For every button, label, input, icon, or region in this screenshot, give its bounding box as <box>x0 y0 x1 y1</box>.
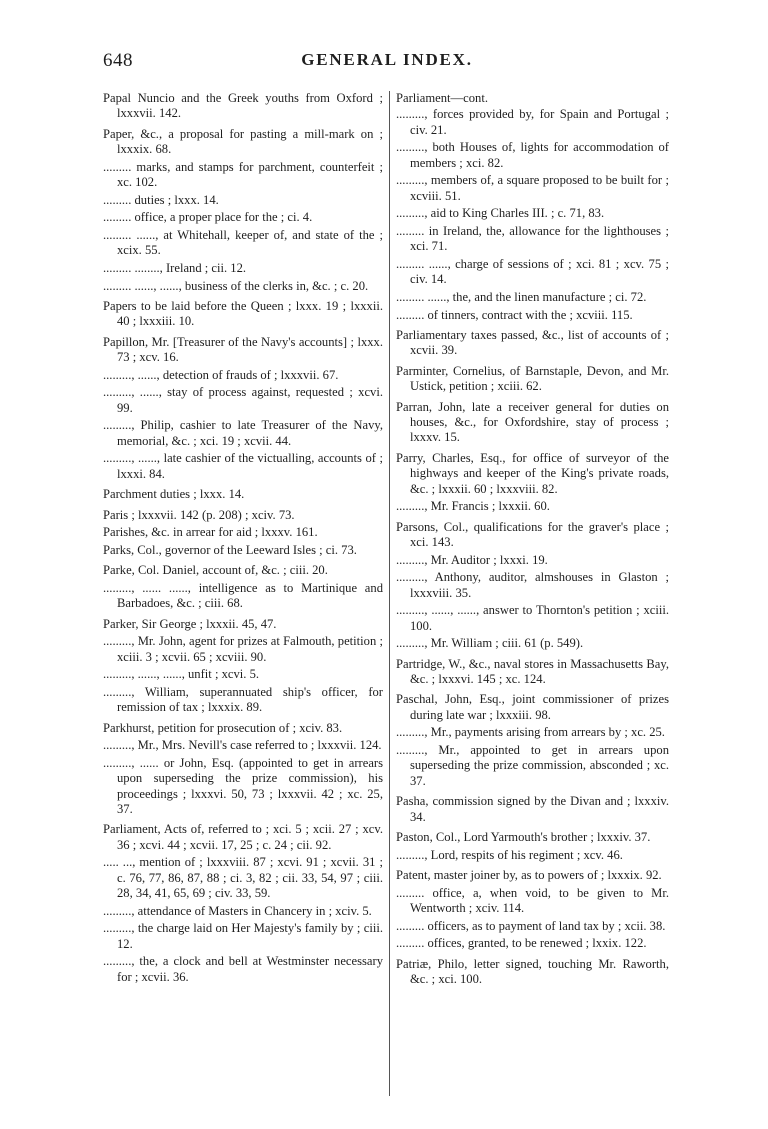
index-entry: Parke, Col. Daniel, account of, &c. ; ciii. 20. <box>103 563 328 578</box>
index-entry: ......... duties ; lxxx. 14. <box>103 192 219 207</box>
page-header <box>103 50 671 74</box>
index-entry: Papillon, Mr. [Treasurer of the Navy's accounts] ; lxxx. 73 ; xcv. 16. <box>103 334 383 365</box>
index-entry: ........., ......, late cashier of the victualling, accounts of ; lxxxi. 84. <box>103 451 383 481</box>
index-entry: ......... office, a proper place for the ; ci. 4. <box>103 210 313 225</box>
index-entry: Patent, master joiner by, as to powers of ; lxxxix. 92. <box>396 868 662 883</box>
index-entry: ........., William, superannuated ship's officer, for remission of tax ; lxxxix. 89. <box>103 684 383 715</box>
continuation-heading: Parliament—cont. <box>396 91 488 105</box>
index-entry: ........., Mr., Mrs. Nevill's case referred to ; lxxxvii. 124. <box>103 738 382 753</box>
index-entry: Papers to be laid before the Queen ; lxxx. 19 ; lxxxii. 40 ; lxxxiii. 10. <box>103 299 383 329</box>
index-entry: ........., ...... ......, intelligence as to Martinique and Barbadoes, &c. ; ciii. 68. <box>103 580 383 611</box>
index-entry: ........., Mr. Francis ; lxxxii. 60. <box>396 499 550 514</box>
index-entry: Parry, Charles, Esq., for office of surveyor of the highways and keeper of the King's private roads, &c. ; lxxxii. 60 ; lxxxviii. 82. <box>396 450 669 496</box>
index-entry: ........., attendance of Masters in Chancery in ; xciv. 5. <box>103 903 372 918</box>
index-entry: ........., ...... or John, Esq. (appointed to get in arrears upon superseding the prize commission), his proceedings ; lxxxvi. 50, 73 ; lxxxvii. 42 ; xc. 25, 37. <box>103 755 383 817</box>
index-entry: Parminter, Cornelius, of Barnstaple, Devon, and Mr. Ustick, petition ; xciii. 62. <box>396 363 669 394</box>
index-entry: ........., forces provided by, for Spain and Portugal ; civ. 21. <box>396 107 669 137</box>
index-entry: ........., both Houses of, lights for accommodation of members ; xci. 82. <box>396 140 669 170</box>
index-entry: ........., ......, ......, answer to Thornton's petition ; xciii. 100. <box>396 603 669 633</box>
index-entry: ........., Mr., payments arising from arrears by ; xc. 25. <box>396 725 665 740</box>
index-entry: ......... office, a, when void, to be given to Mr. Wentworth ; xciv. 114. <box>396 885 669 916</box>
index-entry: ......... ........, Ireland ; cii. 12. <box>103 261 247 275</box>
index-entry: ........., Mr. Auditor ; lxxxi. 19. <box>396 552 548 567</box>
index-entry: ........., Mr., appointed to get in arrears upon superseding the prize commission, absconded ; xc. 37. <box>396 743 669 788</box>
index-entry: Parchment duties ; lxxx. 14. <box>103 487 245 502</box>
index-entry: ......... ......, at Whitehall, keeper of, and state of the ; xcix. 55. <box>103 228 383 258</box>
index-entry: Parkhurst, petition for prosecution of ; xciv. 83. <box>103 720 343 735</box>
right-index-column <box>396 91 669 990</box>
index-entry: Parishes, &c. in arrear for aid ; lxxxv. 161. <box>103 525 318 540</box>
index-entry: ........., Mr. John, agent for prizes at Falmouth, petition ; xciii. 3 ; xcvii. 65 ; xcviii. 90. <box>103 634 383 664</box>
index-entry: Paston, Col., Lord Yarmouth's brother ; lxxxiv. 37. <box>396 830 651 845</box>
running-title: GENERAL INDEX. <box>301 50 473 69</box>
index-entry: ........., members of, a square proposed to be built for ; xcviii. 51. <box>396 173 669 203</box>
index-entry: ........., Philip, cashier to late Treasurer of the Navy, memorial, &c. ; xci. 19 ; xcvii. 44. <box>103 418 383 448</box>
index-entry: Parliament, Acts of, referred to ; xci. 5 ; xcii. 27 ; xcv. 36 ; xcvi. 44 ; xcvii. 17, 25 ; c. 24 ; cii. 92. <box>103 822 383 852</box>
index-entry: ......... officers, as to payment of land tax by ; xcii. 38. <box>396 918 666 933</box>
index-entry: ........., aid to King Charles III. ; c. 71, 83. <box>396 206 605 221</box>
index-entry: Paper, &c., a proposal for pasting a mill-mark on ; lxxxix. 68. <box>103 126 383 157</box>
index-entry: Parran, John, late a receiver general for duties on houses, &c., for Oxfordshire, stay of process ; lxxxv. 15. <box>396 399 669 445</box>
index-entry: ........., the charge laid on Her Majesty's family by ; ciii. 12. <box>103 921 383 951</box>
index-entry: ........., Mr. William ; ciii. 61 (p. 549). <box>396 636 584 651</box>
index-entry: ........., ......, stay of process against, requested ; xcvi. 99. <box>103 385 383 415</box>
index-entry: Partridge, W., &c., naval stores in Massachusetts Bay, &c. ; lxxxvi. 145 ; xc. 124. <box>396 656 669 687</box>
index-entry: ........., the, a clock and bell at Westminster necessary for ; xcvii. 36. <box>103 954 383 984</box>
index-entry: Parker, Sir George ; lxxxii. 45, 47. <box>103 616 277 631</box>
index-entry: ......... offices, granted, to be renewed ; lxxix. 122. <box>396 936 647 951</box>
index-entry: Parks, Col., governor of the Leeward Isles ; ci. 73. <box>103 542 357 557</box>
index-entry: ........., Lord, respits of his regiment ; xcv. 46. <box>396 847 623 862</box>
left-index-column <box>103 91 383 987</box>
index-entry: Parliamentary taxes passed, &c., list of accounts of ; xcvii. 39. <box>396 328 669 358</box>
index-entry: Pasha, commission signed by the Divan and ; lxxxiv. 34. <box>396 794 669 824</box>
index-entry: Paris ; lxxxvii. 142 (p. 208) ; xciv. 73. <box>103 507 295 522</box>
page-number: 648 <box>103 50 133 71</box>
index-entry: Patriæ, Philo, letter signed, touching Mr. Raworth, &c. ; xci. 100. <box>396 956 669 987</box>
index-entry: Paschal, John, Esq., joint commissioner of prizes during late war ; lxxxiii. 98. <box>396 692 669 722</box>
index-entry: ......... ......, charge of sessions of ; xci. 81 ; xcv. 75 ; civ. 14. <box>396 257 669 287</box>
index-entry: ......... marks, and stamps for parchment, counterfeit ; xc. 102. <box>103 159 383 190</box>
index-entry: ........., Anthony, auditor, almshouses in Glaston ; lxxxviii. 35. <box>396 570 669 600</box>
index-entry: ........., ......, ......, unfit ; xcvi. 5. <box>103 667 260 682</box>
index-entry: ......... in Ireland, the, allowance for the lighthouses ; xci. 71. <box>396 224 669 254</box>
column-divider <box>389 91 390 1096</box>
index-entry: ......... ......, ......, business of the clerks in, &c. ; c. 20. <box>103 278 369 293</box>
index-entry: ......... of tinners, contract with the ; xcviii. 115. <box>396 307 633 322</box>
index-entry: ........., ......, detection of frauds of ; lxxxvii. 67. <box>103 367 339 382</box>
index-entry: ..... ..., mention of ; lxxxviii. 87 ; xcvi. 91 ; xcvii. 31 ; c. 76, 77, 86, 87, 88 ; ci. 3, 82 ; cii. 33, 54, 97 ; ciii. 28, 34, 41, 65, 69 ; civ. 33, 59. <box>103 855 383 901</box>
index-entry: Parsons, Col., qualifications for the graver's place ; xci. 143. <box>396 519 669 550</box>
index-entry: ......... ......, the, and the linen manufacture ; ci. 72. <box>396 290 647 304</box>
index-entry: Papal Nuncio and the Greek youths from Oxford ; lxxxvii. 142. <box>103 91 383 121</box>
